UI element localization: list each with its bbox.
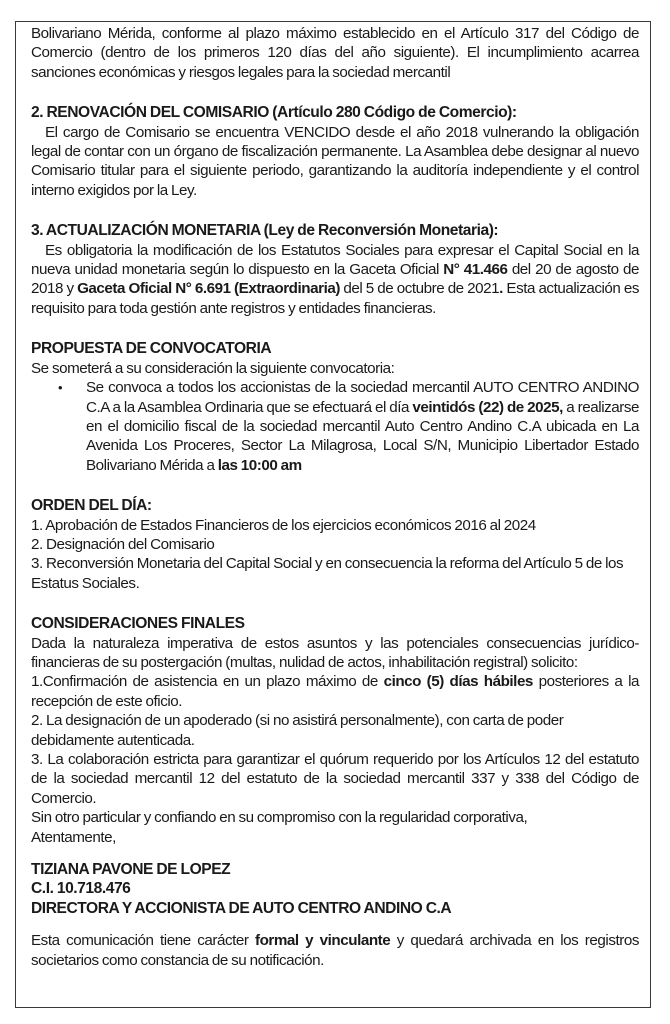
bullet-icon: • bbox=[58, 380, 63, 396]
gazette-number-1: N° 41.466 bbox=[443, 261, 508, 279]
section-3-body bbox=[31, 241, 639, 319]
proposal-list bbox=[31, 378, 639, 475]
closing-line: Sin otro particular y confiando en su compromiso con la regularidad corporativa, bbox=[31, 809, 528, 827]
footer-text: y quedará archivada en los registros societarios como constancia de su notificación. bbox=[31, 932, 639, 969]
proposal-bullet-item bbox=[31, 378, 639, 475]
section-3-period: . bbox=[499, 280, 503, 298]
request-item-3: 3. La colaboración estricta para garantizar el quórum requerido por los Artículos 12 del estatuto de la sociedad mercantil 12 del estatuto de la sociedad mercantil 337 y 338 del Código de Comercio. bbox=[31, 751, 639, 807]
section-comisario-renewal bbox=[31, 103, 639, 200]
request-text: 1.Confirmación de asistencia en un plazo máximo de bbox=[31, 673, 384, 691]
section-3-text: del 5 de octubre de 2021 bbox=[339, 280, 500, 298]
final-considerations-intro: Dada la naturaleza imperativa de estos asuntos y las potenciales consecuencias jurídico-financieras de su postergación (multas, nulidad de actos, inhabilitación registral) solicito: bbox=[31, 634, 639, 671]
request-item-1 bbox=[31, 672, 639, 711]
request-text: posteriores a la recepción de este oficio. bbox=[31, 673, 639, 710]
document-body bbox=[31, 24, 639, 970]
section-2-heading: 2. RENOVACIÓN DEL COMISARIO (Artículo 280 Código de Comercio): bbox=[31, 104, 517, 122]
signer-name: TIZIANA PAVONE DE LOPEZ bbox=[31, 861, 231, 879]
section-agenda bbox=[31, 496, 639, 593]
section-3-heading: 3. ACTUALIZACIÓN MONETARIA (Ley de Reconversión Monetaria): bbox=[31, 222, 499, 240]
section-proposal bbox=[31, 339, 639, 475]
signer-id: C.I. 10.718.476 bbox=[31, 880, 131, 898]
section-3-text: Es obligatoria la modificación de los Estatutos Sociales para expresar el Capital Social en la nueva unidad monetaria según lo dispuesto en la Gaceta Oficial bbox=[31, 241, 639, 279]
agenda-heading: ORDEN DEL DÍA: bbox=[31, 497, 152, 515]
footer-text: Esta comunicación tiene carácter bbox=[31, 932, 255, 950]
proposal-heading: PROPUESTA DE CONVOCATORIA bbox=[31, 340, 272, 358]
footer-emphasis: formal y vinculante bbox=[254, 932, 391, 950]
section-3-text: del 20 de agosto de 2018 y bbox=[31, 261, 639, 298]
agenda-item: 2. Designación del Comisario bbox=[31, 535, 215, 553]
signature-block bbox=[31, 860, 639, 918]
agenda-item: 3. Reconversión Monetaria del Capital Social y en consecuencia la reforma del Artículo 5 de los Estatus Sociales. bbox=[31, 555, 624, 592]
section-final-considerations bbox=[31, 614, 639, 847]
final-considerations-heading: CONSIDERACIONES FINALES bbox=[31, 615, 245, 633]
bullet-text: Se convoca a todos los accionistas de la sociedad mercantil AUTO CENTRO ANDINO C.A a la Asamblea Ordinaria que se efectuará el día bbox=[86, 379, 639, 416]
proposal-intro: Se someterá a su consideración la siguiente convocatoria: bbox=[31, 359, 395, 377]
intro-paragraph: Bolivariano Mérida, conforme al plazo máximo establecido en el Artículo 317 del Código de Comercio (dentro de los primeros 120 días del año siguiente). El incumplimiento acarrea sanciones económicas y riesgos legales para la sociedad mercantil bbox=[31, 25, 639, 81]
signer-title: DIRECTORA Y ACCIONISTA DE AUTO CENTRO ANDINO C.A bbox=[31, 899, 452, 917]
meeting-date: veintidós (22) de 2025, bbox=[412, 398, 563, 416]
gazette-number-2: Gaceta Oficial N° 6.691 (Extraordinaria) bbox=[77, 280, 340, 298]
section-2-body: El cargo de Comisario se encuentra VENCIDO desde el año 2018 vulnerando la obligación legal de contar con un órgano de fiscalización permanente. La Asamblea debe designar al nuevo Comisario titular para el siguiente periodo, garantizando la auditoría independiente y el control interno exigidos por la Ley. bbox=[31, 123, 639, 199]
agenda-item: 1. Aprobación de Estados Financieros de los ejercicios económicos 2016 al 2024 bbox=[31, 516, 536, 534]
footer-note bbox=[31, 931, 639, 970]
request-item-2: 2. La designación de un apoderado (si no asistirá personalmente), con carta de poder debidamente autenticada. bbox=[31, 712, 564, 749]
response-deadline: cinco (5) días hábiles bbox=[383, 673, 533, 691]
salutation: Atentamente, bbox=[31, 828, 116, 846]
section-monetary-update bbox=[31, 221, 639, 318]
meeting-time: las 10:00 am bbox=[217, 456, 302, 474]
section-3-text: Esta actualización es requisito para toda gestión ante registros y entidades financieras. bbox=[31, 280, 639, 317]
bullet-text: a realizarse en el domicilio fiscal de la sociedad mercantil Auto Centro Andino C.A ubicada en La Avenida Los Proceres, Sector La Milagrosa, Local S/N, Municipio Libertador Estado Bolivariano Mérida a bbox=[86, 398, 640, 474]
